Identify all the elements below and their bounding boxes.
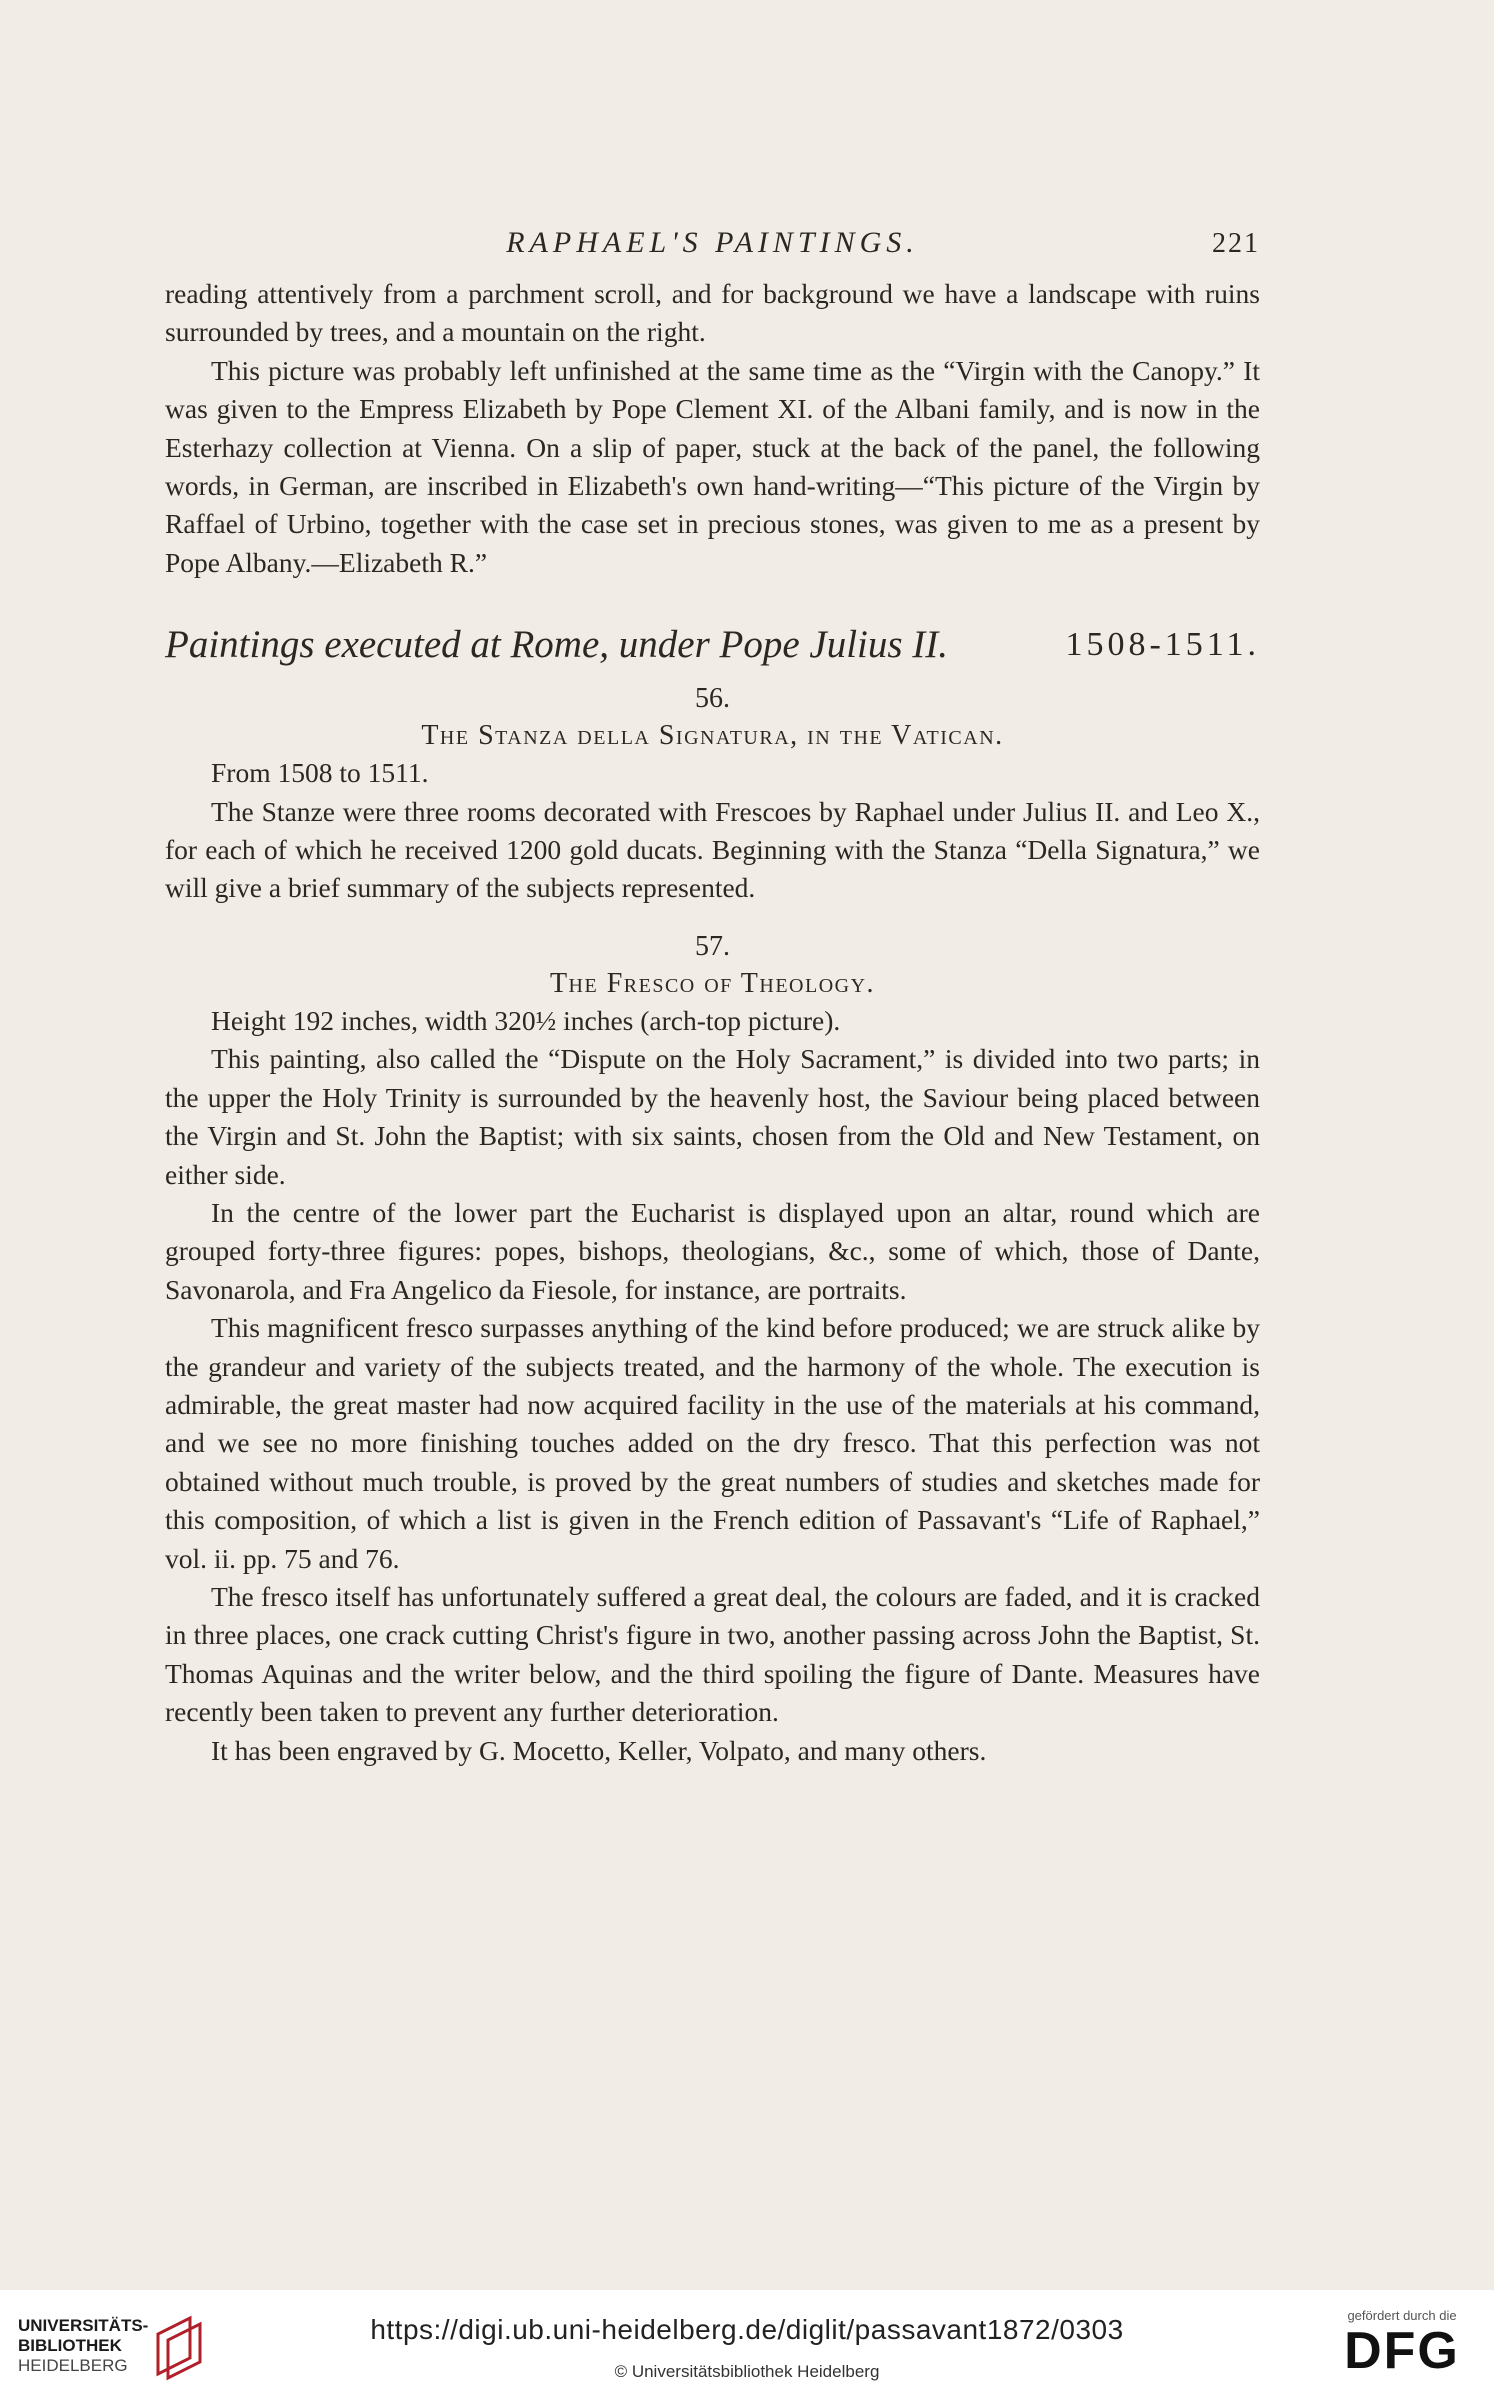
section-title — [165, 622, 1260, 668]
library-name-line: BIBLIOTHEK — [18, 2336, 122, 2355]
entry-heading: The Stanza della Signatura, in the Vatican. — [421, 720, 1004, 752]
copyright-notice: © Universitätsbibliothek Heidelberg — [614, 2362, 880, 2381]
dfg-logo-text: DFG — [1344, 2322, 1460, 2380]
paragraph: In the centre of the lower part the Eucharist is displayed upon an altar, round which are grouped forty-three figures: popes, bishops, theologians, &c., some of which, those of Dante, Savonarola, and Fra Angelico da Fiesole, for instance, are portraits. — [165, 1196, 1260, 1305]
section-title-text: Paintings executed at Rome, under Pope Julius II. — [165, 623, 949, 667]
running-title: RAPHAEL'S PAINTINGS. — [506, 226, 919, 259]
permalink-url[interactable]: https://digi.ub.uni-heidelberg.de/diglit/passavant1872/0303 — [370, 2314, 1124, 2345]
funding-caption: gefördert durch die — [1347, 2308, 1457, 2323]
body-text — [165, 275, 1260, 1770]
paragraph: This picture was probably left unfinished at the same time as the “Virgin with the Canopy.” It was given to the Empress Elizabeth by Pope Clement XI. of the Albani family, and is now in the Esterhazy collection at Vienna. On a slip of paper, stuck at the back of the panel, the following words, in German, are inscribed in Elizabeth's own hand-writing—“This picture of the Virgin by Raffael of Urbino, together with the case set in precious stones, was given to me as a present by Pope Albany.—Elizabeth R.” — [165, 354, 1260, 578]
paragraph: This magnificent fresco surpasses anything of the kind before produced; we are struck alike by the grandeur and variety of the subjects treated, and the harmony of the whole. The execution is admirable, the great master had now acquired facility in the use of the materials at his command, and we see no more finishing touches added on the dry fresco. That this perfection was not obtained without much trouble, is proved by the great numbers of studies and sketches made for this composition, of which a list is given in the French edition of Passavant's “Life of Raphael,” vol. ii. pp. 75 and 76. — [165, 1312, 1260, 1574]
running-head — [165, 222, 1260, 266]
funding-logo[interactable] — [1332, 2308, 1472, 2379]
library-city-line: HEIDELBERG — [18, 2356, 128, 2375]
section-years: 1508-1511. — [1065, 626, 1260, 664]
paragraph: The Stanze were three rooms decorated with Frescoes by Raphael under Julius II. and Leo X., for each of which he received 1200 gold ducats. Beginning with the Stanza “Della Signatura,” we will give a brief summary of the subjects represented. — [165, 795, 1260, 904]
footer-bar — [0, 2290, 1494, 2403]
paragraph: This painting, also called the “Dispute on the Holy Sacrament,” is divided into two parts; in the upper the Holy Trinity is surrounded by the heavenly host, the Saviour being placed between the Virgin and St. John the Baptist; with six saints, chosen from the Old and New Testament, on either side. — [165, 1043, 1260, 1190]
page-number: 221 — [1212, 228, 1260, 259]
paragraph: The fresco itself has unfortunately suffered a great deal, the colours are faded, and it is cracked in three places, one crack cutting Christ's figure in two, another passing across John the Baptist, St. Thomas Aquinas and the writer below, and the third spoiling the figure of Dante. Measures have recently been taken to prevent any further deterioration. — [165, 1580, 1260, 1728]
paragraph: reading attentively from a parchment scroll, and for background we have a landscape with ruins surrounded by trees, and a mountain on the right. — [165, 278, 1260, 348]
entry-heading: The Fresco of Theology. — [549, 967, 876, 999]
entry-number: 57. — [695, 930, 730, 962]
paragraph: Height 192 inches, width 320½ inches (arch-top picture). — [211, 1004, 841, 1036]
library-name-line: UNIVERSITÄTS- — [18, 2316, 149, 2335]
paragraph: From 1508 to 1511. — [211, 757, 429, 789]
entry-number: 56. — [695, 683, 730, 715]
paragraph: It has been engraved by G. Mocetto, Keller, Volpato, and many others. — [211, 1734, 987, 1766]
